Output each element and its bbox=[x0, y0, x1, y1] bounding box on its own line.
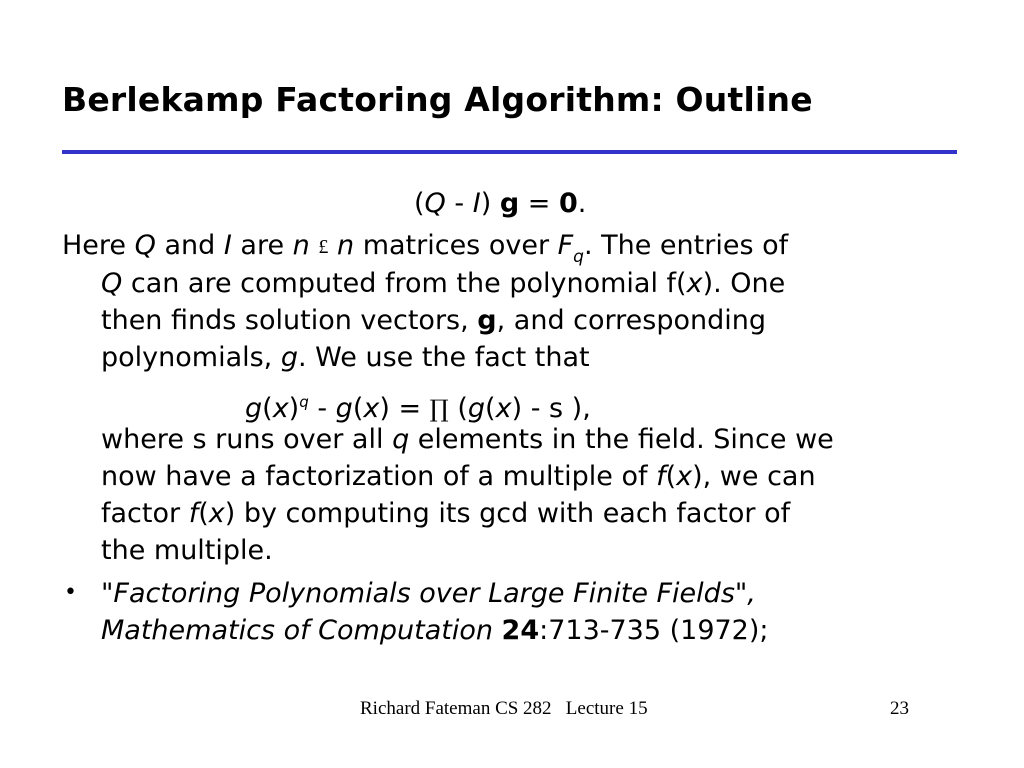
equation-q-minus-i: (Q - I) g = 0. bbox=[414, 188, 587, 219]
slide-number: 23 bbox=[890, 698, 909, 719]
paragraph-line: then finds solution vectors, g, and corresponding bbox=[101, 305, 767, 336]
bullet-marker: • bbox=[64, 580, 77, 605]
paragraph-line: Here Q and I are n £ n matrices over $F_q$. The entries of bbox=[62, 230, 789, 267]
reference-citation: Mathematics of Computation 24:713-735 (1972); bbox=[101, 615, 769, 646]
slide-title: Berlekamp Factoring Algorithm: Outline bbox=[62, 80, 813, 119]
paragraph-line: polynomials, g. We use the fact that bbox=[101, 342, 590, 373]
reference-title: "Factoring Polynomials over Large Finite Fields", bbox=[101, 578, 756, 609]
title-underline bbox=[62, 150, 957, 154]
equation-product: $g(x)^q - g(x)$ = ∏ (g(x) - s ), bbox=[245, 393, 591, 424]
paragraph-line: where s runs over all q elements in the field. Since we bbox=[101, 424, 834, 455]
product-symbol: ∏ bbox=[429, 395, 449, 423]
footer-text: Richard Fateman CS 282 Lecture 15 bbox=[360, 698, 648, 719]
paragraph-line: now have a factorization of a multiple of f(x), we can bbox=[101, 461, 816, 492]
paragraph-line: Q can are computed from the polynomial f(x). One bbox=[101, 268, 786, 299]
paragraph-line: the multiple. bbox=[101, 535, 273, 566]
paragraph-line: factor f(x) by computing its gcd with each factor of bbox=[101, 498, 791, 529]
